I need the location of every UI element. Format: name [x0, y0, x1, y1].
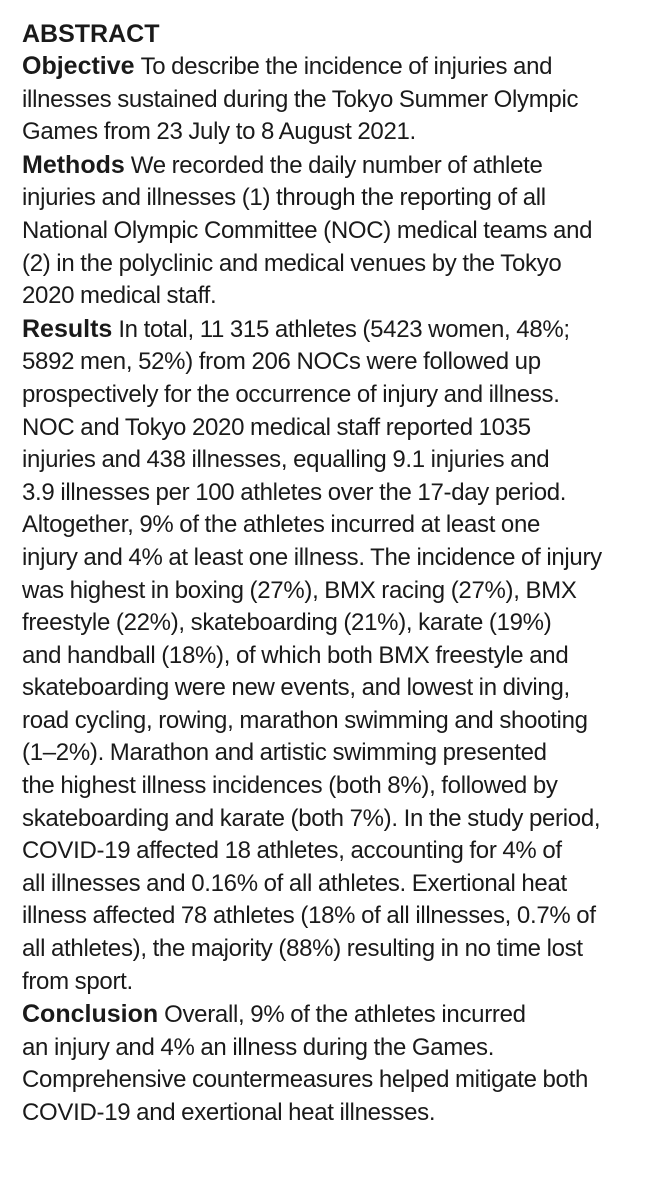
- results-line: injuries and 438 illnesses, equalling 9.1 injuries and: [22, 446, 550, 474]
- conclusion-text: Overall, 9% of the athletes incurred: [164, 1001, 526, 1029]
- results-line: illness affected 78 athletes (18% of all illnesses, 0.7% of: [22, 902, 596, 930]
- results-line: 5892 men, 52%) from 206 NOCs were followed up: [22, 348, 541, 376]
- results-line: skateboarding and karate (both 7%). In the study period,: [22, 804, 601, 832]
- results-label: Results: [22, 314, 113, 343]
- methods-line: injuries and illnesses (1) through the reporting of all: [22, 184, 546, 212]
- results-line: was highest in boxing (27%), BMX racing (27%), BMX: [22, 576, 577, 604]
- objective-line-1: [22, 50, 647, 84]
- conclusion-section: [22, 998, 647, 1129]
- methods-text: We recorded the daily number of athlete: [130, 151, 543, 179]
- results-line: the highest illness incidences (both 8%), followed by: [22, 772, 558, 800]
- results-line: road cycling, rowing, marathon swimming and shooting: [22, 706, 588, 734]
- results-line: all athletes), the majority (88%) resulting in no time lost: [22, 935, 583, 963]
- methods-line: 2020 medical staff.: [22, 282, 217, 310]
- objective-line: Games from 23 July to 8 August 2021.: [22, 118, 416, 146]
- results-line: and handball (18%), of which both BMX freestyle and: [22, 641, 569, 669]
- results-line: all illnesses and 0.16% of all athletes. Exertional heat: [22, 869, 567, 897]
- objective-text: To describe the incidence of injuries and: [140, 53, 553, 80]
- conclusion-label: Conclusion: [22, 1000, 159, 1029]
- objective-label: Objective: [22, 52, 135, 80]
- results-line: 3.9 illnesses per 100 athletes over the 17-day period.: [22, 478, 567, 506]
- conclusion-line: Comprehensive countermeasures helped mitigate both: [22, 1066, 588, 1094]
- methods-line: National Olympic Committee (NOC) medical teams and: [22, 216, 593, 244]
- results-line: freestyle (22%), skateboarding (21%), karate (19%): [22, 609, 552, 637]
- conclusion-line: COVID-19 and exertional heat illnesses.: [22, 1099, 436, 1126]
- methods-line-1: [22, 149, 647, 183]
- results-line: COVID-19 affected 18 athletes, accounting for 4% of: [22, 837, 562, 865]
- results-line: from sport.: [22, 967, 133, 995]
- objective-section: [22, 50, 647, 149]
- results-section: [22, 313, 647, 998]
- results-line-1: [22, 313, 647, 347]
- results-line: (1–2%). Marathon and artistic swimming presented: [22, 739, 547, 767]
- abstract-heading: ABSTRACT: [22, 20, 160, 48]
- results-line: injury and 4% at least one illness. The incidence of injury: [22, 543, 602, 571]
- conclusion-line-1: [22, 998, 647, 1032]
- methods-line: (2) in the polyclinic and medical venues by the Tokyo: [22, 249, 562, 277]
- results-line: NOC and Tokyo 2020 medical staff reported 1035: [22, 413, 531, 441]
- methods-section: [22, 149, 647, 313]
- results-line: prospectively for the occurrence of injury and illness.: [22, 380, 560, 408]
- methods-label: Methods: [22, 150, 125, 179]
- objective-line: illnesses sustained during the Tokyo Summer Olympic: [22, 85, 579, 113]
- abstract-block: [22, 18, 647, 1130]
- results-text: In total, 11 315 athletes (5423 women, 48%;: [118, 315, 570, 343]
- conclusion-line: an injury and 4% an illness during the Games.: [22, 1033, 495, 1061]
- results-line: skateboarding were new events, and lowest in diving,: [22, 674, 570, 702]
- results-line: Altogether, 9% of the athletes incurred at least one: [22, 511, 541, 539]
